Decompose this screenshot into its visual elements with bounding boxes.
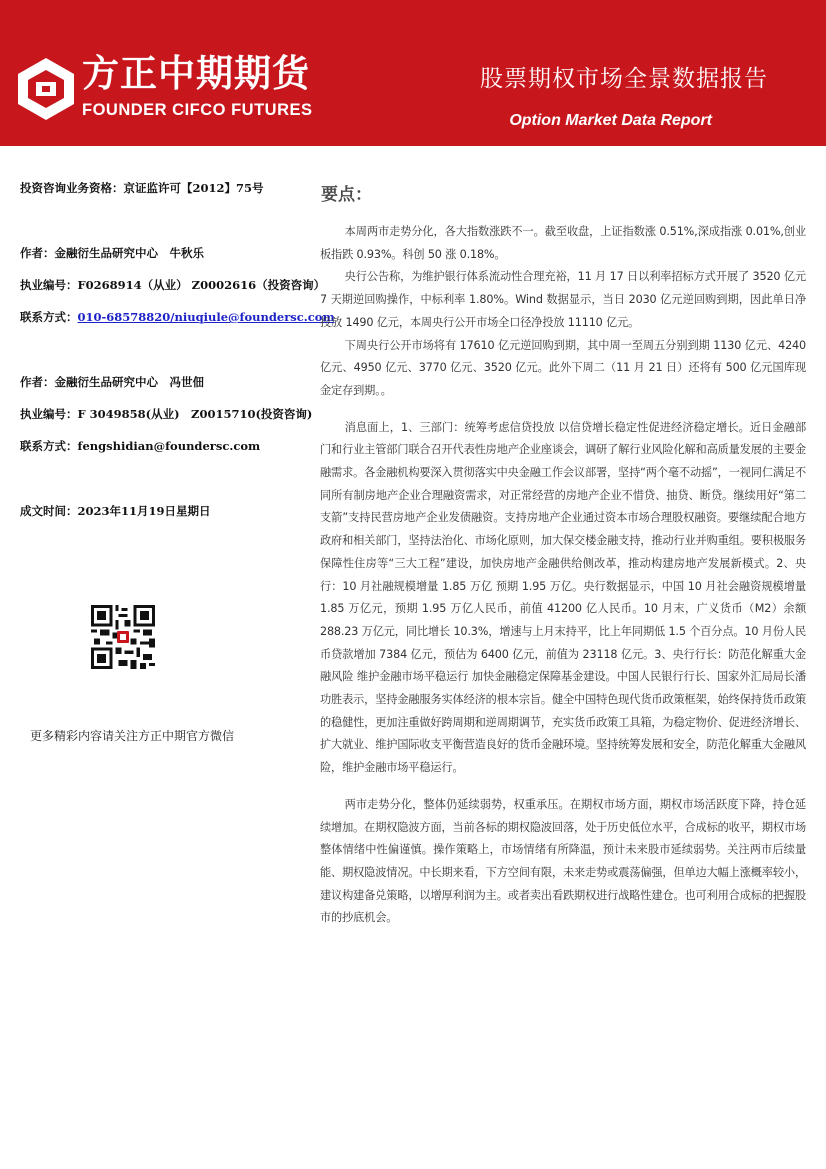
paragraph-next-week-maturity: 下周央行公开市场将有 17610 亿元逆回购到期，其中周一至周五分别到期 1130 亿元、4240 亿元、4950 亿元、3770 亿元、3520 亿元。此外下周二（11 月 21 日）还将有 500 亿元国库现金定存到期。。 (320, 338, 806, 397)
contact-label: 联系方式： (20, 310, 78, 324)
key-points-title: 要点： (321, 185, 372, 205)
author-2-license-no: 执业编号：F 3049858(从业) Z0015710(投资咨询) (20, 407, 313, 421)
founder-logo-icon (18, 58, 74, 120)
author-2-name: 作者：金融衍生品研究中心 冯世佃 (20, 375, 204, 389)
paragraph-market-summary: 本周两市走势分化，各大指数涨跌不一。截至收盘，上证指数涨 0.51%,深成指涨 0.01%,创业板指跌 0.93%。科创 50 涨 0.18%。 (320, 225, 806, 261)
brand-name-cn: 方正中期期货 (82, 52, 310, 95)
paragraph-strategy: 两市走势分化，整体仍延续弱势，权重承压。在期权市场方面，期权市场活跃度下降，持仓延续增加。在期权隐波方面，当前各标的期权隐波回落，处于历史低位水平，合成标的收平，期权市场整体情绪中性偏谨慎。操作策略上，市场情绪有所降温，预计未来股市延续弱势。关注两市后续量能、期权隐波情况。中长期来看，下方空间有限，未来走势或震荡偏强，但单边大幅上涨概率较小，建议构建备兑策略，以增厚利润为主。或者卖出看跌期权进行战略性建仓。也可利用合成标的把握股市的抄底机会。 (320, 797, 806, 925)
author-1-contact (20, 309, 335, 325)
author-2-contact: 联系方式：fengshidian@foundersc.com (20, 439, 261, 453)
header-banner (0, 0, 826, 146)
license-text: 投资咨询业务资格：京证监许可【2012】75号 (20, 181, 264, 195)
brand-name-en: FOUNDER CIFCO FUTURES (82, 101, 313, 119)
author-1-license-no: 执业编号：F0268914（从业） Z0002616（投资咨询） (20, 278, 326, 292)
key-points-body (320, 221, 806, 930)
author-1-email-link[interactable]: 010-68578820/niuqiule@foundersc.com (77, 310, 335, 324)
report-title: 股票期权市场全景数据报告 (480, 66, 768, 92)
wechat-qr-code-icon[interactable] (91, 605, 155, 669)
publish-date: 成文时间：2023年11月19日星期日 (20, 504, 211, 518)
author-1-name: 作者：金融衍生品研究中心 牛秋乐 (20, 246, 204, 260)
paragraph-central-bank-operation: 央行公告称，为维护银行体系流动性合理充裕，11 月 17 日以利率招标方式开展了 3520 亿元 7 天期逆回购操作，中标利率 1.80%。Wind 数据显示，当日 2030 亿元逆回购到期，因此单日净投放 1490 亿元，本周央行公开市场全口径净投放 11110 亿元。 (320, 270, 806, 329)
qr-caption: 更多精彩内容请关注方正中期官方微信 (30, 729, 235, 743)
paragraph-news: 消息面上，1、三部门：统筹考虑信贷投放 以信贷增长稳定性促进经济稳定增长。近日金融部门和行业主管部门联合召开代表性房地产企业座谈会，调研了解行业风险化解和高质量发展的主要金融需求。各金融机构要深入贯彻落实中央金融工作会议部署，坚持“两个毫不动摇”，一视同仁满足不同所有制房地产企业合理融资需求，对正常经营的房地产企业不惜贷、抽贷、断贷。继续用好“第二支箭”支持民营房地产企业发债融资。支持房地产企业通过资本市场合理股权融资。要继续配合地方政府和相关部门，坚持法治化、市场化原则，加大保交楼金融支持，推动行业并购重组。要积极服务保障性住房等“三大工程”建设，加快房地产金融供给侧改革，推动构建房地产发展新模式。2、央行：10 月社融规模增量 1.85 万亿 预期 1.95 万亿。央行数据显示，中国 10 月社会融资规模增量 1.85 万亿元，预期 1.95 万亿人民币，前值 41200 亿人民币。10 月末，广义货币（M2）余额 288.23 万亿元，同比增长 10.3%，增速与上月末持平，比上年同期低 1.5 个百分点。10 月份人民币贷款增加 7384 亿元，预估为 6400 亿元，前值为 23118 亿元。3、央行行长：防范化解重大金融风险 维护金融市场平稳运行 加快金融稳定保障基金建设。中国人民银行行长、国家外汇局局长潘功胜表示，坚持金融服务实体经济的根本宗旨。健全中国特色现代货币政策框架，始终保持货币政策的稳健性，更加注重做好跨周期和逆周期调节，充实货币政策工具箱，为稳定物价、促进经济增长、扩大就业、维护国际收支平衡营造良好的货币金融环境。坚持统筹发展和安全，防范化解重大金融风险，维护金融市场平稳运行。 (320, 420, 806, 775)
report-subtitle: Option Market Data Report (509, 112, 712, 129)
